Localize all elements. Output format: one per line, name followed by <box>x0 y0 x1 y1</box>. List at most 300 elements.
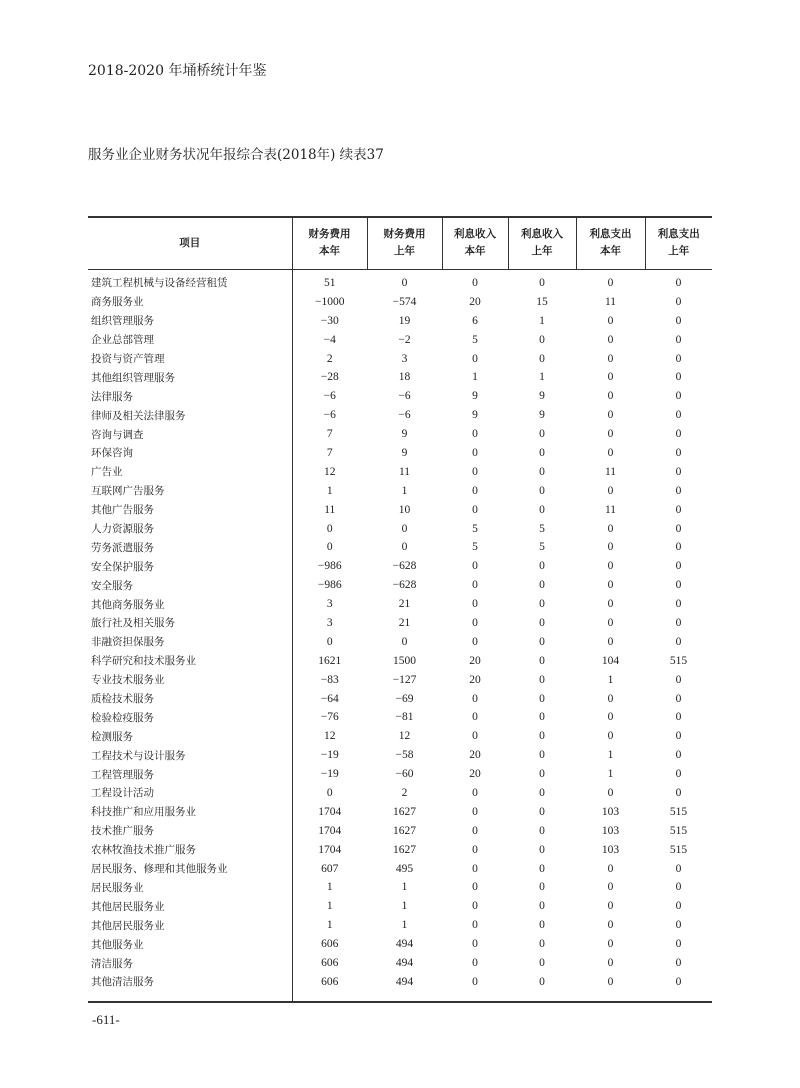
table-row <box>88 368 712 387</box>
table-body <box>88 269 712 1002</box>
column-header-line2: 本年 <box>600 245 621 258</box>
table-row <box>88 954 712 973</box>
table-cell: 0 <box>675 975 682 988</box>
table-cell: 0 <box>401 522 408 535</box>
table-cell: 5 <box>539 541 545 554</box>
table-cell: 0 <box>607 390 614 403</box>
table-cell: −58 <box>395 749 414 762</box>
table-cell: 0 <box>539 446 545 459</box>
table-row <box>88 632 712 651</box>
table-cell: 21 <box>398 616 411 629</box>
table-cell: 0 <box>675 616 682 629</box>
table-cell: 0 <box>539 919 545 932</box>
column-header-line1: 利息收入 <box>454 228 496 241</box>
table-cell: 18 <box>398 371 411 384</box>
row-label: 其他居民服务业 <box>91 919 165 932</box>
table-cell: 1 <box>607 749 614 762</box>
table-cell: 0 <box>675 786 682 799</box>
table-cell: 0 <box>539 975 545 988</box>
table-cell: 495 <box>395 862 414 875</box>
row-label: 工程技术与设计服务 <box>91 749 186 762</box>
table-row <box>88 311 712 330</box>
column-header-line2: 上年 <box>394 245 415 258</box>
table-cell: 0 <box>539 484 545 497</box>
table-cell: 0 <box>539 786 545 799</box>
table-cell: 0 <box>675 900 682 913</box>
table-cell: −64 <box>292 689 367 708</box>
table-cell: 3 <box>401 352 408 365</box>
table-cell: 0 <box>472 919 478 932</box>
table-row <box>88 821 712 840</box>
table-cell: 0 <box>539 635 545 648</box>
row-label: 其他广告服务 <box>91 504 154 517</box>
table-cell: 0 <box>539 654 545 667</box>
table-cell: 0 <box>539 749 545 762</box>
column-header-line1: 财务费用 <box>308 228 351 241</box>
row-label: 居民服务业 <box>91 881 144 894</box>
row-label: 专业技术服务业 <box>91 674 165 687</box>
row-label: 科学研究和技术服务业 <box>91 655 196 668</box>
table-cell: 20 <box>469 749 481 762</box>
table-cell: 20 <box>469 295 481 308</box>
table-cell: 0 <box>675 881 682 894</box>
table-cell: 0 <box>472 692 478 705</box>
table-cell: 0 <box>539 881 545 894</box>
table-cell: 1 <box>401 900 408 913</box>
row-label: 企业总部管理 <box>91 334 154 347</box>
table-cell: 12 <box>292 727 367 746</box>
table-cell: 0 <box>539 352 545 365</box>
table-cell: 515 <box>669 824 688 837</box>
table-cell: 0 <box>539 465 545 478</box>
table-cell: 0 <box>607 900 614 913</box>
table-cell: 0 <box>675 862 682 875</box>
table-row <box>88 670 712 689</box>
table-cell: 11 <box>292 500 367 519</box>
row-label: 科技推广和应用服务业 <box>91 806 196 819</box>
table-cell: 0 <box>472 786 478 799</box>
column-header-line2: 本年 <box>464 245 486 258</box>
table-cell: 1627 <box>393 805 416 818</box>
table-cell: 0 <box>472 957 478 969</box>
table-cell: 9 <box>472 390 478 403</box>
table-row <box>88 746 712 765</box>
table-cell: 0 <box>472 465 478 478</box>
row-label: 其他清洁服务 <box>91 976 154 989</box>
table-cell: 0 <box>607 957 614 969</box>
table-cell: 0 <box>472 881 478 894</box>
table-cell: 494 <box>395 957 414 969</box>
table-cell: 0 <box>607 938 614 951</box>
table-row <box>88 444 712 463</box>
table-cell: 1627 <box>393 843 416 856</box>
row-label: 广告业 <box>91 466 123 479</box>
table-cell: 0 <box>607 409 614 422</box>
row-label: 组织管理服务 <box>91 315 154 328</box>
column-header-line2: 上年 <box>531 245 553 258</box>
table-cell: 0 <box>539 938 545 951</box>
table-cell: 0 <box>472 446 478 459</box>
table-cell: 0 <box>539 824 545 837</box>
table-cell: 0 <box>607 730 614 743</box>
table-cell: −83 <box>292 670 367 689</box>
table-cell: 0 <box>675 919 682 932</box>
row-label: 技术推广服务 <box>91 825 154 838</box>
table-cell: −6 <box>292 387 367 406</box>
table-cell: 104 <box>601 654 620 667</box>
table-cell: 0 <box>607 352 614 365</box>
table-cell: 2 <box>292 349 367 368</box>
table-cell: 0 <box>675 409 682 422</box>
column-header-line2: 上年 <box>668 245 690 258</box>
table-cell: 10 <box>398 503 411 516</box>
table-cell: 9 <box>472 409 478 422</box>
table-row <box>88 897 712 916</box>
table-cell: 1 <box>292 916 367 935</box>
table-cell: 0 <box>472 730 478 743</box>
table-cell: 0 <box>607 786 614 799</box>
row-label: 检测服务 <box>91 730 133 743</box>
table-cell: 0 <box>539 616 545 629</box>
table-cell: 0 <box>607 484 614 497</box>
table-cell: 515 <box>669 805 688 818</box>
table-cell: 0 <box>607 446 614 459</box>
column-header <box>367 217 442 269</box>
column-header <box>442 217 508 269</box>
table-cell: 12 <box>292 462 367 481</box>
table-cell: 1704 <box>292 821 367 840</box>
table-row <box>88 689 712 708</box>
table-cell: 0 <box>472 938 478 951</box>
data-table <box>88 216 712 1003</box>
table-row <box>88 840 712 859</box>
table-cell: 9 <box>401 428 408 441</box>
table-row <box>88 878 712 897</box>
table-cell: 0 <box>675 692 682 705</box>
table-cell: 0 <box>675 938 682 951</box>
table-title: 服务业企业财务状况年报综合表(2018年) 续表37 <box>88 147 384 163</box>
table-cell: 0 <box>539 900 545 913</box>
table-cell: 0 <box>292 784 367 803</box>
table-cell: 0 <box>675 465 682 478</box>
table-cell: 0 <box>607 371 614 384</box>
table-cell: 0 <box>675 352 682 365</box>
table-cell: 0 <box>472 616 478 629</box>
table-cell: 0 <box>675 560 682 573</box>
table-cell: 103 <box>601 824 620 837</box>
table-cell: 2 <box>401 786 408 799</box>
table-row <box>88 784 712 803</box>
table-cell: 606 <box>292 954 367 973</box>
table-cell: 0 <box>607 598 614 611</box>
row-label: 环保咨询 <box>91 447 133 460</box>
table-row <box>88 614 712 633</box>
table-cell: 11 <box>604 295 617 308</box>
table-cell: 11 <box>604 465 617 478</box>
column-header <box>508 217 576 269</box>
table-cell: −28 <box>292 368 367 387</box>
table-cell: 1 <box>292 878 367 897</box>
table-cell: 0 <box>539 673 545 686</box>
table-cell: −19 <box>292 765 367 784</box>
row-label: 质检技术服务 <box>91 693 154 706</box>
table-cell: 5 <box>472 333 478 346</box>
table-row <box>88 406 712 425</box>
table-cell: 0 <box>675 371 682 384</box>
table-cell: 1 <box>401 881 408 894</box>
table-cell: 0 <box>607 975 614 988</box>
table-row <box>88 519 712 538</box>
table-row <box>88 269 712 292</box>
table-row <box>88 802 712 821</box>
table-cell: 0 <box>607 616 614 629</box>
table-cell: 0 <box>472 843 478 856</box>
table-cell: 0 <box>539 692 545 705</box>
table-cell: 0 <box>539 711 545 724</box>
table-cell: 0 <box>539 276 545 289</box>
table-row <box>88 425 712 444</box>
table-cell: 0 <box>675 484 682 497</box>
table-cell: 7 <box>292 425 367 444</box>
row-label: 互联网广告服务 <box>91 485 165 498</box>
table-row <box>88 651 712 670</box>
page-number: -611- <box>92 1012 120 1027</box>
column-header <box>576 217 645 269</box>
table-cell: −6 <box>398 409 411 422</box>
table-cell: 0 <box>675 314 682 327</box>
table-header <box>88 217 712 269</box>
row-label: 建筑工程机械与设备经营租赁 <box>91 277 228 290</box>
table-cell: 15 <box>536 295 548 308</box>
table-cell: 0 <box>607 862 614 875</box>
table-cell: 0 <box>607 919 614 932</box>
table-cell: 0 <box>675 295 682 308</box>
table-cell: 0 <box>607 541 614 554</box>
table-cell: 1 <box>401 919 408 932</box>
table-row <box>88 859 712 878</box>
table-cell: 0 <box>675 503 682 516</box>
table-cell: 0 <box>675 541 682 554</box>
row-label: 投资与资产管理 <box>91 353 165 365</box>
table-cell: 1 <box>472 371 478 384</box>
table-cell: 0 <box>675 957 682 969</box>
row-label: 咨询与调查 <box>91 428 144 441</box>
table-cell: 606 <box>292 935 367 954</box>
table-cell: 0 <box>607 692 614 705</box>
table-row <box>88 708 712 727</box>
row-label: 劳务派遣服务 <box>91 541 154 554</box>
row-label: 农林牧渔技术推广服务 <box>91 844 196 857</box>
table-cell: 5 <box>472 522 478 535</box>
table-cell: 0 <box>292 519 367 538</box>
table-cell: −986 <box>292 576 367 595</box>
row-label: 非融资担保服务 <box>91 636 165 649</box>
table-cell: 515 <box>669 843 688 856</box>
table-cell: 0 <box>607 333 614 346</box>
table-cell: 0 <box>539 730 545 743</box>
table-row <box>88 557 712 576</box>
table-cell: 0 <box>472 975 478 988</box>
table-cell: 1 <box>401 484 408 497</box>
table-cell: 0 <box>675 673 682 686</box>
row-label: 其他居民服务业 <box>91 900 165 913</box>
table-cell: 5 <box>472 541 478 554</box>
table-cell: 0 <box>607 428 614 441</box>
table-cell: 0 <box>675 749 682 762</box>
table-cell: 1 <box>539 371 545 384</box>
table-cell: 9 <box>539 390 545 403</box>
table-cell: 0 <box>472 503 478 516</box>
table-cell: 0 <box>607 711 614 724</box>
table-cell: 0 <box>675 522 682 535</box>
table-row <box>88 481 712 500</box>
table-cell: 0 <box>292 538 367 557</box>
table-cell: 0 <box>539 579 545 592</box>
table-cell: 20 <box>469 768 481 781</box>
table-cell: 0 <box>539 333 545 346</box>
table-cell: 6 <box>472 314 478 327</box>
table-cell: 494 <box>395 938 414 951</box>
row-label: 律师及相关法律服务 <box>91 409 186 422</box>
table-row <box>88 576 712 595</box>
table-cell: 606 <box>292 972 367 1002</box>
table-cell: 20 <box>469 654 481 667</box>
table-cell: 0 <box>539 503 545 516</box>
table-row <box>88 972 712 1002</box>
table-cell: 51 <box>292 269 367 292</box>
table-row <box>88 727 712 746</box>
table-cell: 19 <box>398 314 411 327</box>
table-cell: −986 <box>292 557 367 576</box>
table-cell: 0 <box>472 824 478 837</box>
table-cell: 0 <box>472 900 478 913</box>
table-cell: −30 <box>292 311 367 330</box>
table-row <box>88 935 712 954</box>
table-cell: 0 <box>675 446 682 459</box>
table-cell: 7 <box>292 444 367 463</box>
column-header-line1: 利息支出 <box>589 228 632 241</box>
table-cell: 607 <box>292 859 367 878</box>
table-cell: 0 <box>472 484 478 497</box>
table-cell: 0 <box>607 635 614 648</box>
table-cell: 3 <box>292 614 367 633</box>
table-row <box>88 595 712 614</box>
table-row <box>88 916 712 935</box>
table-cell: 0 <box>472 711 478 724</box>
table-cell: 1704 <box>292 840 367 859</box>
table-row <box>88 462 712 481</box>
table-cell: 0 <box>539 843 545 856</box>
table-cell: 0 <box>401 276 408 289</box>
table-cell: 0 <box>472 598 478 611</box>
row-label: 旅行社及相关服务 <box>91 617 175 630</box>
table-cell: 0 <box>675 730 682 743</box>
row-label: 人力资源服务 <box>91 523 154 536</box>
row-label: 居民服务、修理和其他服务业 <box>91 863 228 876</box>
table-cell: 0 <box>539 957 545 969</box>
table-cell: 0 <box>675 428 682 441</box>
row-label: 安全服务 <box>91 579 133 592</box>
table-cell: 9 <box>401 446 408 459</box>
table-cell: 0 <box>472 862 478 875</box>
table-cell: 12 <box>398 730 411 743</box>
table-cell: 1627 <box>393 824 416 837</box>
table-cell: 0 <box>472 579 478 592</box>
table-cell: 1621 <box>292 651 367 670</box>
table-row <box>88 330 712 349</box>
row-label: 其他商务服务业 <box>91 598 165 611</box>
table-cell: 0 <box>675 711 682 724</box>
table-cell: 0 <box>607 579 614 592</box>
table-cell: −628 <box>392 579 417 592</box>
table-row <box>88 538 712 557</box>
table-cell: 9 <box>539 409 545 422</box>
table-cell: 0 <box>607 314 614 327</box>
column-header <box>292 217 367 269</box>
table-cell: −628 <box>392 560 417 573</box>
table-cell: −81 <box>395 711 414 724</box>
column-header-line1: 利息收入 <box>521 228 563 241</box>
column-header <box>88 217 292 269</box>
column-header <box>645 217 712 269</box>
table-cell: 0 <box>675 390 682 403</box>
table-cell: 0 <box>401 635 408 648</box>
table-cell: 103 <box>601 805 620 818</box>
table-cell: 11 <box>398 465 411 478</box>
table-cell: −2 <box>398 333 411 346</box>
table-cell: 0 <box>539 560 545 573</box>
row-label: 工程管理服务 <box>91 768 154 781</box>
running-head: 2018-2020 年埇桥统计年鉴 <box>88 63 267 79</box>
table-cell: 0 <box>472 276 478 289</box>
table-cell: −574 <box>392 295 417 308</box>
table-cell: 0 <box>607 560 614 573</box>
table-cell: 1 <box>292 897 367 916</box>
table-cell: 515 <box>669 654 688 667</box>
table-cell: 11 <box>604 503 617 516</box>
table-cell: 0 <box>401 541 408 554</box>
column-header-line1: 项目 <box>179 236 201 249</box>
table-cell: 0 <box>675 579 682 592</box>
table-cell: 0 <box>539 428 545 441</box>
table-cell: −4 <box>292 330 367 349</box>
table-cell: −76 <box>292 708 367 727</box>
table-cell: 5 <box>539 522 545 535</box>
table-row <box>88 765 712 784</box>
table-cell: −19 <box>292 746 367 765</box>
table-cell: 0 <box>675 635 682 648</box>
table-cell: 1 <box>292 481 367 500</box>
table-cell: 0 <box>675 276 682 289</box>
row-label: 其他组织管理服务 <box>91 371 175 384</box>
table-cell: −69 <box>395 692 414 705</box>
table-row <box>88 292 712 311</box>
table-cell: 1 <box>607 768 614 781</box>
row-label: 法律服务 <box>91 390 133 403</box>
table-cell: 0 <box>472 428 478 441</box>
table-cell: 0 <box>472 635 478 648</box>
table-cell: 0 <box>607 522 614 535</box>
table-cell: 0 <box>675 768 682 781</box>
row-label: 商务服务业 <box>91 296 144 309</box>
table-cell: 103 <box>601 843 620 856</box>
table-cell: −60 <box>395 768 414 781</box>
table-cell: 1704 <box>292 802 367 821</box>
table-cell: 0 <box>539 805 545 818</box>
row-label: 工程设计活动 <box>91 787 154 800</box>
table-row <box>88 387 712 406</box>
table-cell: 494 <box>395 975 414 988</box>
